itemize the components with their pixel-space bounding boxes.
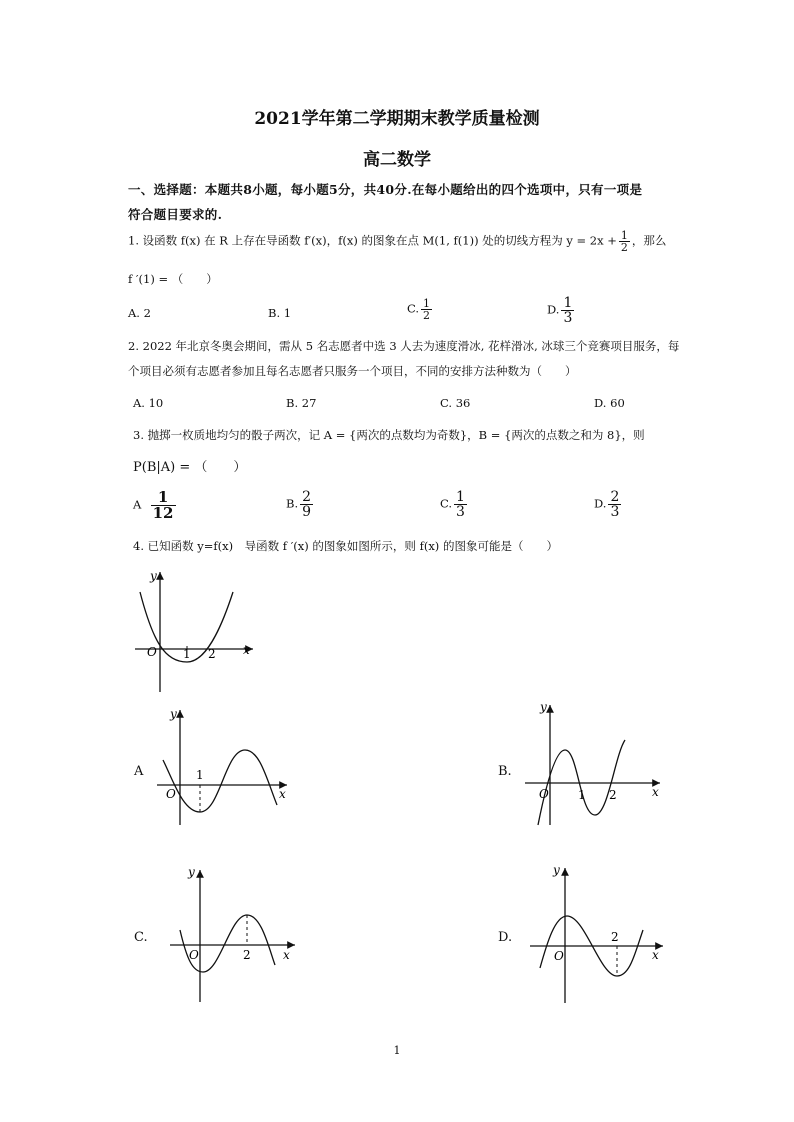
tick-1: 1 [183, 647, 191, 661]
page-number: 1 [393, 1044, 401, 1057]
question-3-line2: P(B|A) = （ ） [133, 460, 247, 475]
svg-text:x: x [652, 785, 659, 799]
y-label: y [150, 569, 157, 583]
q1-option-d[interactable]: D. $\frac{1}{3}$ [547, 295, 573, 326]
x-label: x [243, 643, 250, 657]
question-1-stem: 1. 设函数 f(x) 在 R 上存在导函数 f′(x)，f(x) 的图象在点 M(1, f(1)) 处的切线方程为 y = 2x + $\frac{1}{2}$ ，那么 [128, 229, 667, 254]
q4-graph-b [520, 695, 665, 830]
q4-graph-c [165, 860, 305, 1005]
q1-option-b[interactable]: B. 1 [268, 306, 292, 320]
svg-text:y: y [540, 700, 547, 714]
origin-label: O [147, 645, 157, 659]
q1-option-c[interactable]: C. $\frac{1}{2}$ [407, 297, 431, 322]
q4-choice-c-label[interactable]: C. [134, 930, 148, 945]
question-1-line2: f ′(1) = （ ） [128, 272, 218, 286]
q2-option-b[interactable]: B. 27 [286, 396, 317, 410]
page-title: 2021学年第二学期期末教学质量检测 [254, 109, 540, 129]
q1-fraction: $\frac{1}{2}$ [620, 229, 628, 254]
q3-option-b[interactable]: B. $\frac{2}{9}$ [286, 489, 312, 520]
svg-text:O: O [189, 948, 199, 962]
svg-text:y: y [188, 865, 195, 879]
question-2-line2: 个项目必须有志愿者参加且每名志愿者只服务一个项目，不同的安排方法种数为（ ） [128, 364, 577, 378]
svg-text:2: 2 [611, 930, 619, 944]
svg-text:O: O [539, 787, 549, 801]
q4-graph-a [155, 700, 295, 830]
page-subtitle: 高二数学 [363, 150, 431, 170]
q2-option-c[interactable]: C. 36 [440, 396, 471, 410]
tick-2: 2 [208, 647, 216, 661]
svg-text:y: y [553, 863, 560, 877]
question-2-line1: 2. 2022 年北京冬奥会期间，需从 5 名志愿者中选 3 人去为速度滑冰, 花样滑冰, 冰球三个竞赛项目服务，每 [128, 339, 680, 353]
q2-option-a[interactable]: A. 10 [133, 396, 164, 410]
q4-graph-d [525, 858, 670, 1006]
svg-text:x: x [279, 787, 286, 801]
section-heading-line1: 一、选择题：本题共8小题，每小题5分，共40分.在每小题给出的四个选项中，只有一项是 [128, 182, 643, 197]
q4-choice-a-label[interactable]: A [134, 764, 144, 779]
svg-text:O: O [166, 787, 176, 801]
derivative-graph [125, 562, 265, 697]
q4-choice-b-label[interactable]: B. [498, 764, 512, 779]
q4-choice-d-label[interactable]: D. [498, 930, 513, 945]
q1-option-a[interactable]: A. 2 [128, 306, 151, 320]
section-heading-line2: 符合题目要求的. [128, 207, 223, 222]
question-4-stem: 4. 已知函数 y=f(x) 导函数 f ′(x) 的图象如图所示，则 f(x) 的图象可能是（ ） [133, 539, 558, 553]
question-3-line1: 3. 抛掷一枚质地均匀的骰子两次，记 A = {两次的点数均为奇数}，B = {两次的点数之和为 8}，则 [133, 428, 645, 442]
svg-text:2: 2 [609, 788, 617, 802]
svg-text:1: 1 [196, 768, 204, 782]
svg-text:1: 1 [578, 788, 586, 802]
svg-text:x: x [283, 948, 290, 962]
svg-text:y: y [170, 707, 177, 721]
q3-option-d[interactable]: D. $\frac{2}{3}$ [594, 489, 620, 520]
q3-option-a[interactable]: A $\frac{1}{12}$ [133, 488, 174, 522]
q3-option-c[interactable]: C. $\frac{1}{3}$ [440, 489, 465, 520]
svg-text:2: 2 [243, 948, 251, 962]
q2-option-d[interactable]: D. 60 [594, 396, 625, 410]
svg-text:x: x [652, 948, 659, 962]
svg-text:O: O [554, 949, 564, 963]
